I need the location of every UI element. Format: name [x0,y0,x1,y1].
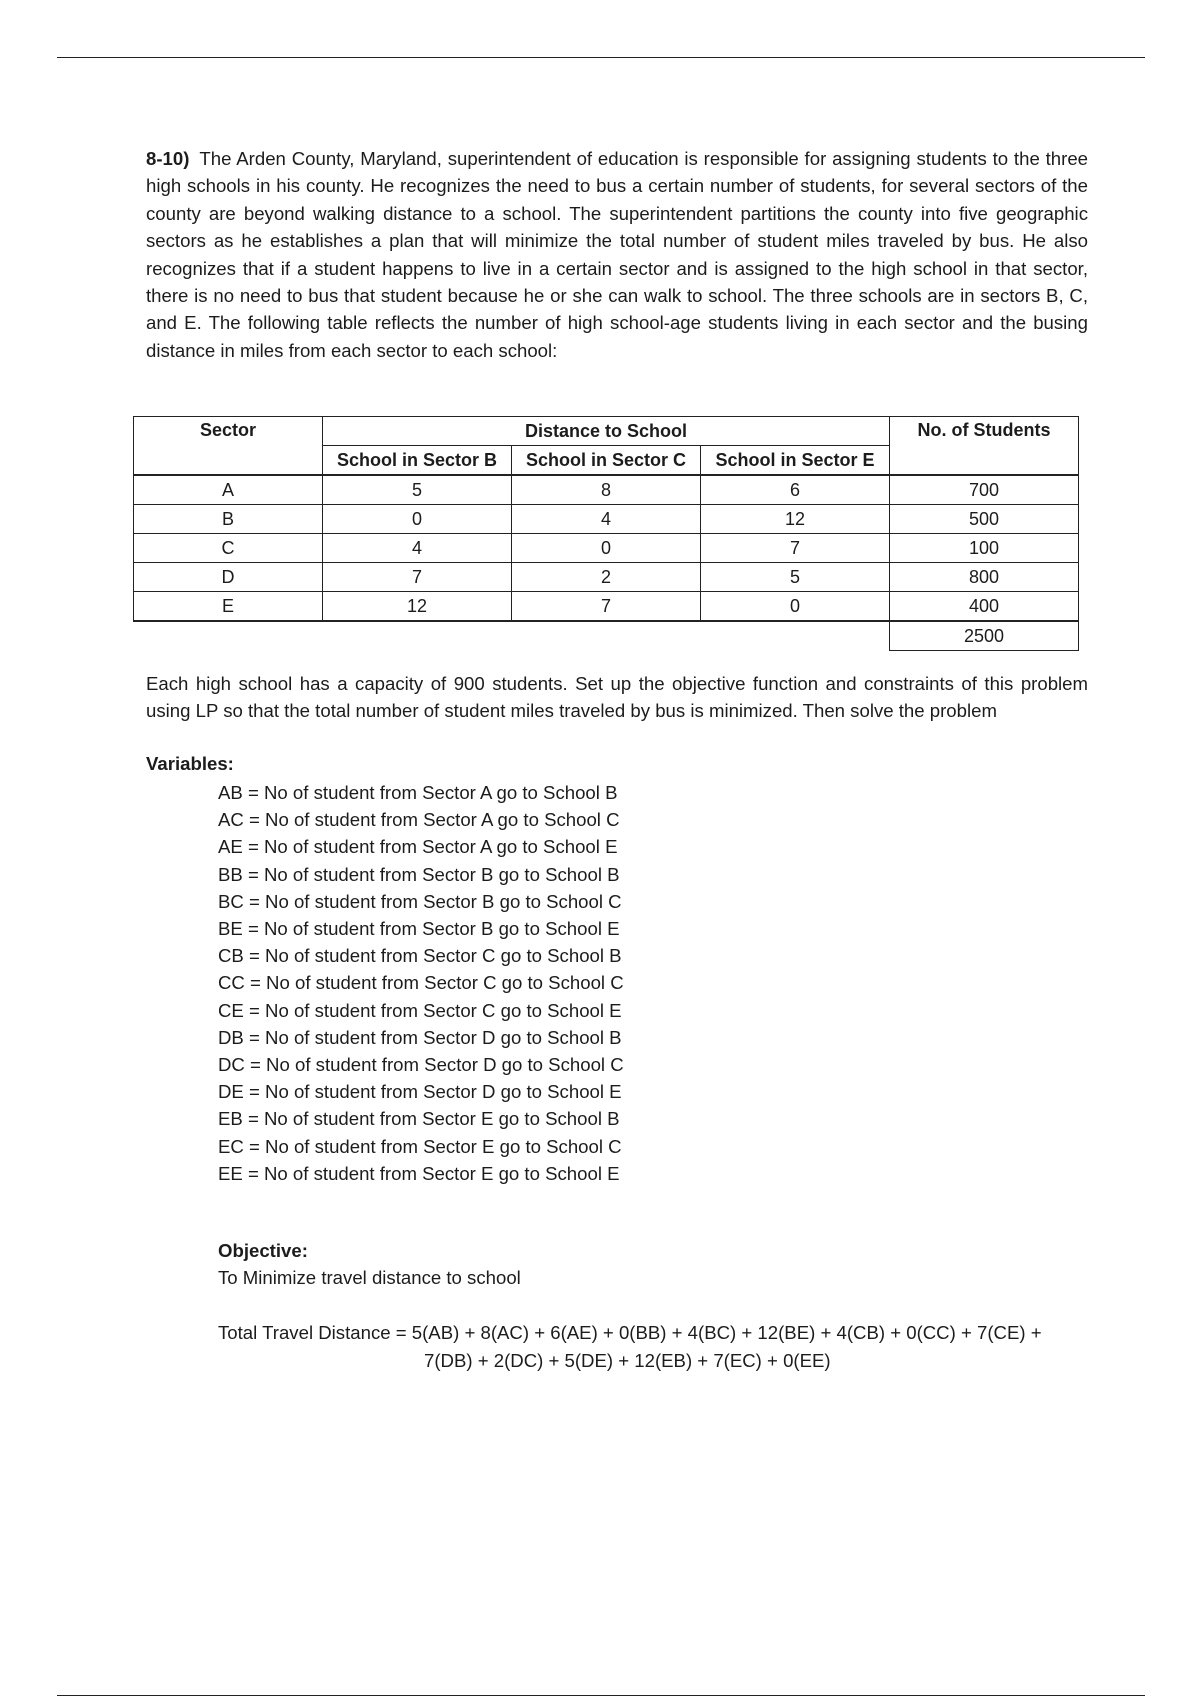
variable-item: CC = No of student from Sector C go to School C [218,972,624,994]
header-school-c: School in Sector C [512,446,701,476]
cell-students: 700 [890,475,1079,505]
variables-list [218,779,624,1187]
header-school-b: School in Sector B [323,446,512,476]
header-school-e: School in Sector E [701,446,890,476]
cell-dist-c: 0 [512,534,701,563]
variable-item: EE = No of student from Sector E go to School E [218,1162,620,1184]
table-row [134,505,1079,534]
problem-text: The Arden County, Maryland, superintendent of education is responsible for assigning students to the three high schools in his county. He recognizes the need to bus a certain number of students, for several sectors of the county are beyond walking distance to a school. The superintendent partitions the county into five geographic sectors as he establishes a plan that will minimize the total number of student miles traveled by bus. He also recognizes that if a student happens to live in a certain sector and is assigned to the high school in that sector, there is no need to bus that student because he or she can walk to school. The three schools are in sectors B, C, and E. The following table reflects the number of high school-age students living in each sector and the busing distance in miles from each sector to each school: [146,148,1088,361]
cell-dist-c: 2 [512,563,701,592]
variable-item: DB = No of student from Sector D go to School B [218,1026,622,1048]
cell-dist-e: 0 [701,592,890,622]
problem-statement [146,145,1088,364]
cell-students: 800 [890,563,1079,592]
cell-dist-b: 4 [323,534,512,563]
variable-item: EB = No of student from Sector E go to School B [218,1108,620,1130]
variable-item: AE = No of student from Sector A go to School E [218,836,618,858]
variable-item: DC = No of student from Sector D go to School C [218,1054,624,1076]
variable-item: CE = No of student from Sector C go to School E [218,999,622,1021]
table-row [134,563,1079,592]
objective-equation-line1: Total Travel Distance = 5(AB) + 8(AC) + 6(AE) + 0(BB) + 4(BC) + 12(BE) + 4(CB) + 0(CC) + 7(CE) + [218,1322,1042,1343]
cell-dist-c: 7 [512,592,701,622]
cell-dist-e: 6 [701,475,890,505]
cell-dist-c: 4 [512,505,701,534]
variable-item: BB = No of student from Sector B go to School B [218,863,620,885]
cell-students: 500 [890,505,1079,534]
cell-dist-e: 7 [701,534,890,563]
variable-item: BE = No of student from Sector B go to School E [218,918,620,940]
cell-dist-b: 5 [323,475,512,505]
cell-sector: E [134,592,323,622]
variable-item: BC = No of student from Sector B go to School C [218,890,622,912]
table-total-row [134,621,1079,651]
cell-dist-b: 12 [323,592,512,622]
variable-item: AB = No of student from Sector A go to School B [218,782,618,803]
variable-item: DE = No of student from Sector D go to School E [218,1081,622,1103]
blank-cell [701,621,890,651]
objective-heading: Objective: [218,1240,308,1261]
header-distance: Distance to School [323,417,890,446]
blank-cell [512,621,701,651]
objective-text: To Minimize travel distance to school [218,1267,521,1288]
cell-dist-c: 8 [512,475,701,505]
problem-number: 8-10) [146,148,190,169]
variable-item: AC = No of student from Sector A go to School C [218,809,620,831]
variable-item: CB = No of student from Sector C go to School B [218,945,622,967]
bottom-rule [57,1695,1145,1696]
blank-cell [134,621,323,651]
cell-sector: D [134,563,323,592]
distance-table [133,416,1079,651]
header-students: No. of Students [890,417,1079,476]
table-row [134,592,1079,622]
cell-students: 100 [890,534,1079,563]
cell-sector: C [134,534,323,563]
objective-equation-line2: 7(DB) + 2(DC) + 5(DE) + 12(EB) + 7(EC) + 0(EE) [424,1350,831,1371]
cell-dist-e: 12 [701,505,890,534]
cell-sector: A [134,475,323,505]
table-row [134,475,1079,505]
capacity-statement: Each high school has a capacity of 900 students. Set up the objective function and constraints of this problem using LP so that the total number of student miles traveled by bus is minimized. Then solve the problem [146,673,1088,722]
cell-sector: B [134,505,323,534]
table-header-row [134,417,1079,446]
table-row [134,534,1079,563]
cell-dist-b: 7 [323,563,512,592]
cell-total-students: 2500 [890,621,1079,651]
header-sector: Sector [134,417,323,476]
cell-dist-b: 0 [323,505,512,534]
cell-dist-e: 5 [701,563,890,592]
cell-students: 400 [890,592,1079,622]
variables-heading: Variables: [146,753,234,774]
top-rule [57,57,1145,58]
blank-cell [323,621,512,651]
variable-item: EC = No of student from Sector E go to School C [218,1135,622,1157]
